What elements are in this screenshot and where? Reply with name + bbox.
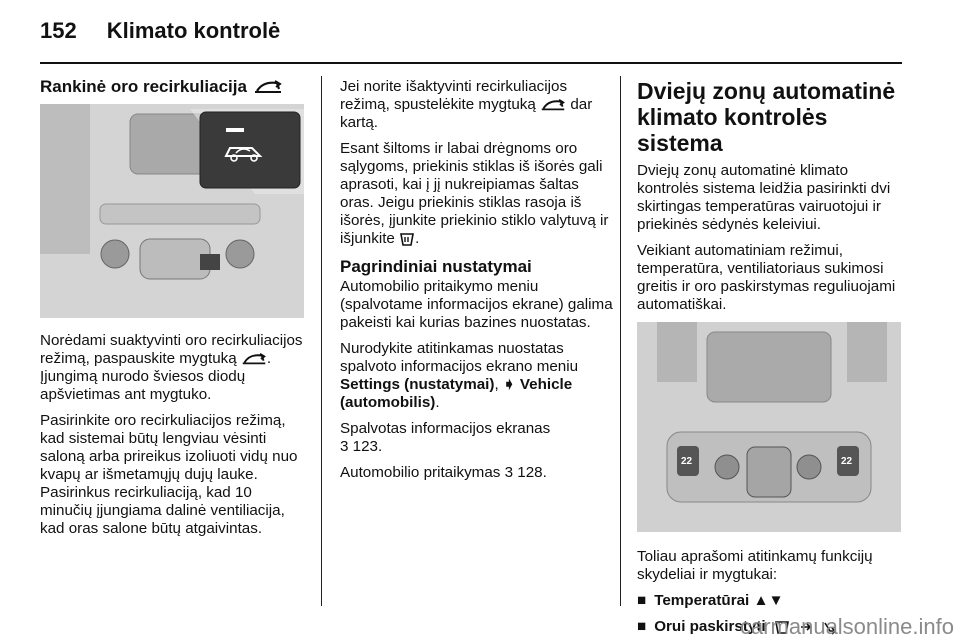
page-number: 152 — [40, 18, 77, 43]
column-2 — [340, 78, 616, 490]
dashboard-illustration — [40, 104, 304, 318]
paragraph-dual-zone-intro: Dviejų zonų automatinė klimato kontrolės sistema leidžia pasirinkti dvi skirtingas temperatūras vairuotojui ir priekinės sėdynės keleiviui. — [637, 162, 891, 233]
column-divider-1 — [321, 76, 322, 606]
dashboard-photo-recirculation — [40, 104, 304, 318]
section-heading-recirculation: Rankinė oro recirkuliacija — [40, 78, 308, 96]
paragraph-functions-intro: Toliau aprašomi atitinkamų funkcijų skydeliai ir mygtukai: — [637, 548, 873, 583]
header-divider — [40, 62, 902, 64]
paragraph-settings-path: Nurodykite atitinkamas nuostatas spalvoto informacijos ekrano meniu Settings (nustatymai), ➧ Vehicle (automobilis). — [340, 340, 579, 411]
column-3 — [637, 78, 907, 644]
paragraph-select-recirculation: Pasirinkite oro recirkuliacijos režimą, kad sistemai būtų lengviau vėsinti saloną arba prireikus izoliuoti vidų nuo kvapų ar išmetamųjų dujų lauke. Pasirinkus recirkuliaciją, kad 10 minučių įjungiama dalinė ventiliacija, kad oras salone būtų atgaivintas. — [40, 412, 298, 537]
paragraph-deactivate: Jei norite išaktyvinti recirkuliacijos režimą, spustelėkite mygtuką dar kartą. — [340, 78, 593, 131]
bullet-icon: ■ — [637, 618, 647, 635]
bullet-icon: ■ — [637, 592, 647, 609]
list-item-temperature: ■ Temperatūrai ▲▼ — [637, 592, 784, 609]
chapter-title: Klimato kontrolė — [106, 18, 281, 43]
menu-vehicle: Vehicle (automobilis) — [340, 376, 573, 411]
paragraph-vehicle-menu: Automobilio pritaikymo meniu (spalvotame informacijos ekrane) galima pakeisti kai kurias bazines nuostatas. — [340, 278, 613, 331]
page-reference: 3 123. — [340, 438, 383, 455]
section-heading-dual-zone: Dviejų zonų automatinė klimato kontrolės sistema — [637, 78, 896, 156]
windscreen-defrost-icon — [399, 231, 415, 247]
paragraph-auto-mode: Veikiant automatiniam režimui, temperatūra, ventiliatoriaus sukimosi greitis ir oro paskirstymas reguliuojami automatiškai. — [637, 242, 896, 313]
climate-panel-illustration — [637, 322, 901, 532]
recirculation-icon — [241, 352, 267, 366]
menu-settings: Settings (nustatymai) — [340, 376, 495, 393]
recirculation-icon — [540, 98, 566, 112]
page-header — [40, 18, 280, 44]
list-item-air-distribution: ■ Orui paskirstyti — [637, 618, 907, 636]
recirculation-icon — [253, 79, 283, 95]
watermark: carmanualsonline.info — [739, 614, 954, 639]
left-temp-display: 22 — [681, 456, 693, 467]
column-divider-2 — [620, 76, 621, 606]
paragraph-color-info-ref: Spalvotas informacijos ekranas 3 123. — [340, 420, 551, 455]
column-1 — [40, 78, 308, 546]
right-temp-display: 22 — [841, 456, 853, 467]
menu-arrow: ➧ — [502, 376, 516, 393]
dashboard-photo-dual-zone — [637, 322, 901, 532]
subheading-basic-settings: Pagrindiniai nustatymai — [340, 257, 532, 276]
page-reference: 3 128. — [504, 464, 547, 481]
paragraph-personalization-ref: Automobilio pritaikymas 3 128. — [340, 464, 547, 481]
car-recirculation-button-icon — [222, 140, 266, 164]
paragraph-windscreen-fog: Esant šiltoms ir labai drėgnoms oro sąlygoms, priekinis stiklas iš išorės gali aprasoti, kai į jį nukreipiamas šaltas oras. Jeigu priekinis stiklas rasoja iš išorės, įjunkite priekinio stiklo valytuvą ir išjunkite . — [340, 140, 609, 247]
paragraph-activate: Norėdami suaktyvinti oro recirkuliacijos režimą, paspauskite mygtuką . Įjungimą nurodo šviesos diodų apšvietimas ant mygtuko. — [40, 332, 303, 403]
